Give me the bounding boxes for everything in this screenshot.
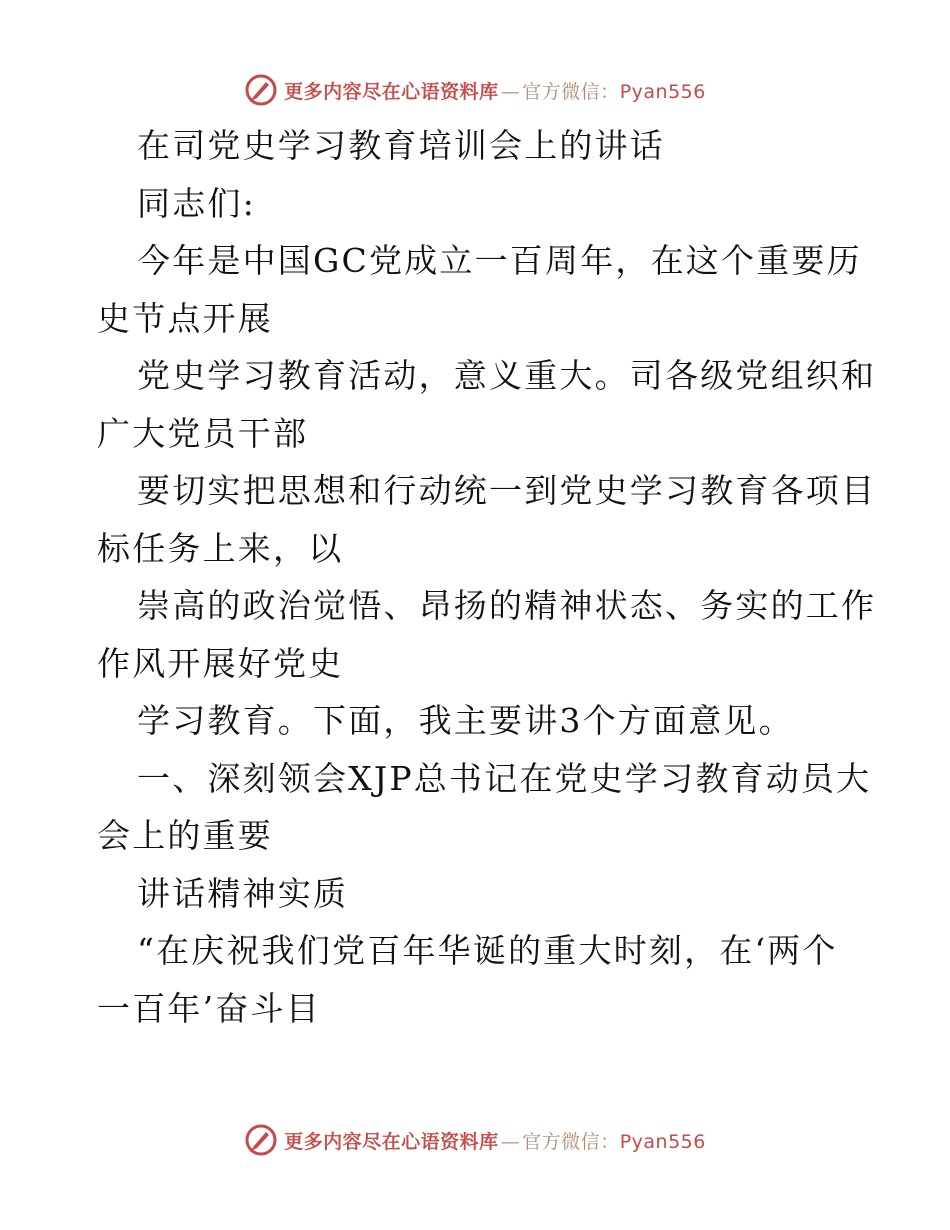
watermark-id: Pyan556 xyxy=(619,80,706,103)
paragraph-line: 一百年’奋斗目 xyxy=(97,988,321,1028)
section-heading-line: 会上的重要 xyxy=(97,816,273,855)
watermark-brand: 更多内容尽在心语资料库 xyxy=(284,80,499,103)
watermark-text xyxy=(284,1127,706,1154)
watermark-dash: — xyxy=(500,80,521,103)
salutation: 同志们: xyxy=(137,183,256,223)
watermark-header xyxy=(0,70,950,110)
watermark-text xyxy=(284,77,706,104)
watermark-brand: 更多内容尽在心语资料库 xyxy=(284,1130,499,1153)
document-body xyxy=(97,117,877,1037)
paragraph-line: 广大党员干部 xyxy=(97,413,309,453)
watermark-dash: — xyxy=(500,1130,521,1153)
paragraph-line: 要切实把思想和行动统一到党史学习教育各项目 xyxy=(137,471,877,510)
feather-pen-logo-icon xyxy=(244,73,278,107)
paragraph-line: 作风开展好党史 xyxy=(97,643,344,683)
paragraph-line: 党史学习教育活动，意义重大。司各级党组织和 xyxy=(137,356,877,395)
feather-pen-logo-icon xyxy=(244,1123,278,1157)
paragraph-line: 学习教育。下面，我主要讲3个方面意见。 xyxy=(137,701,794,740)
paragraph-line: 史节点开展 xyxy=(97,298,273,338)
watermark-id: Pyan556 xyxy=(619,1130,706,1153)
section-heading-line: 讲话精神实质 xyxy=(137,873,349,913)
section-heading-line: 一、深刻领会XJP总书记在党史学习教育动员大 xyxy=(137,758,872,798)
watermark-label: 官方微信： xyxy=(522,1130,620,1153)
watermark-footer xyxy=(0,1120,950,1160)
watermark-label: 官方微信： xyxy=(522,80,620,103)
paragraph-line: 今年是中国GC党成立一百周年，在这个重要历 xyxy=(137,241,862,280)
document-title: 在司党史学习教育培训会上的讲话 xyxy=(137,126,665,165)
paragraph-line: 崇高的政治觉悟、昂扬的精神状态、务实的工作 xyxy=(137,586,877,625)
paragraph-line: 标任务上来，以 xyxy=(97,528,344,568)
paragraph-line: “在庆祝我们党百年华诞的重大时刻，在‘两个 xyxy=(137,931,838,970)
